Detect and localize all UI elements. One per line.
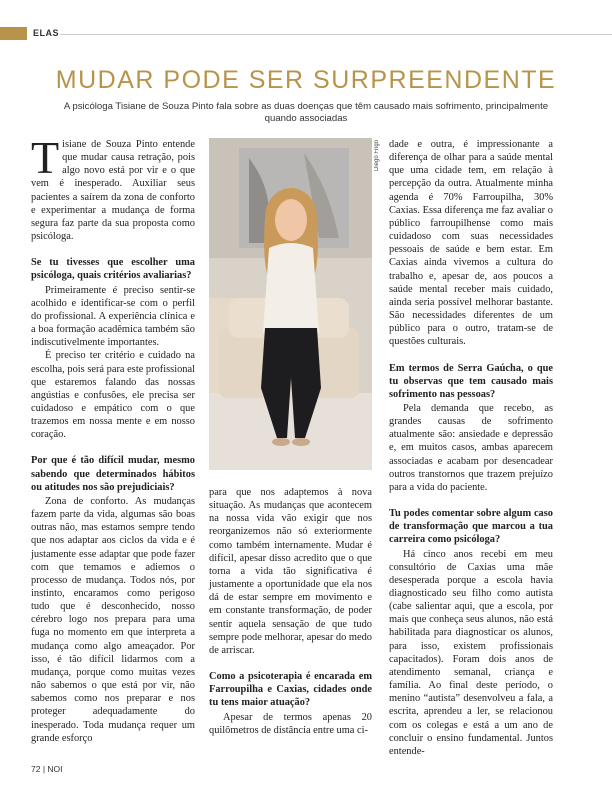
question-5: Tu podes comentar sobre algum caso de transformação que marcou a tua carreira como psicóloga? xyxy=(389,508,553,546)
page-folio: 72 | NOI xyxy=(31,764,63,774)
column-1 xyxy=(31,132,195,745)
headline: MUDAR PODE SER SURPREENDENTE xyxy=(55,66,557,94)
answer-1a: Primeiramente é preciso sentir-se acolhido e identificar-se com o perfil do profissional. A experiência clínica e a boa formação acadêmica também são indiscutivelmente importantes. xyxy=(31,284,195,349)
question-3: Como a psicoterapia é encarada em Farroupilha e Caxias, cidades onde tu tens maior atuação? xyxy=(209,671,372,709)
portrait-illustration xyxy=(209,138,372,470)
answer-1b: É preciso ter critério e cuidado na escolha, pois será para este profissional que estaremos falando das nossas angústias e confusões, ele precisa ser cuidadoso e empático com o que trazemos em nossa mente e em nosso coração. xyxy=(31,350,195,441)
answer-2-continued: para que nos adaptemos à nova situação. As mudanças que acontecem na nossa vida vão exigir que nos reorganizemos não só exteriormente como também internamente. Mudar é difícil, apesar disso acredito que o que torna a vida tão significativa é justamente a oportunidade que ela nos dá de estar sempre em movimento e em constante transformação, de poder sentir aquela sensação de que tudo sempre pode melhorar, apesar do medo de arriscar. xyxy=(209,487,372,656)
intro-text: isiane de Souza Pinto entende que mudar causa retração, pois algo novo está por vir e o que vem é inesperado. Auxiliar seus pacientes a saírem da zona de conforto e experimentar a mudança de forma segura faz parte da sua proposta como psicóloga. xyxy=(31,139,195,243)
portrait-photo xyxy=(209,138,372,470)
photo-credit: Diego Frigo xyxy=(374,140,380,172)
column-3 xyxy=(389,138,553,758)
subheadline: A psicóloga Tisiane de Souza Pinto fala sobre as duas doenças que têm causado mais sofrimento, principalmente quando associadas xyxy=(63,101,549,124)
section-rule xyxy=(60,34,612,35)
intro-paragraph xyxy=(31,132,195,243)
answer-2: Zona de conforto. As mudanças fazem parte da vida, algumas são boas outras não, mas estamos sempre tendo que nos adaptar aos ciclos da vida e é justamente esse adaptar que pode fazer com que temamos e adiemos o processo de mudança. Todos nós, por instinto, encaramos como perigoso tudo que é desconhecido, nosso cérebro logo nos prepara para uma fuga no momento em que interpreta a mudança como algo ameaçador. Por isso, é tão difícil lidarmos com a mudança, porque como muitas vezes não sabemos o que está por vir, não sabemos como nos preparar e nos proteger adequadamente do inesperado. Toda mudança requer um grande esforço xyxy=(31,495,195,744)
drop-cap: T xyxy=(31,132,60,183)
answer-3: Apesar de termos apenas 20 quilômetros de distância entre uma ci- xyxy=(209,711,372,736)
section-label: ELAS xyxy=(33,28,60,38)
answer-3-continued: dade e outra, é impressionante a diferença de olhar para a saúde mental que uma cidade tem, em relação à percepção da outra. Atualmente minha agenda é 70% Farroupilha, 30% Caxias. Essa diferença me faz avaliar o público farroupilhense como mais cuidadoso com suas necessidades pessoais de saúde e bem estar. Em Caxias ainda vivemos a cultura do trabalho e, apesar de, aos poucos a saúde mental receber mais cuidado, ainda seria possível melhorar bastante. São necessidades diferentes de um público para o outro, tratam-se de questões culturais. xyxy=(389,139,553,348)
answer-5: Há cinco anos recebi em meu consultório de Caxias uma mãe desesperada porque a escola havia diagnosticado seu filho como autista (cabe salientar aqui, que a escola, por mais que conheça seus alunos, não está habilitada para diagnosticar os alunos, para isso, existem profissionais capacitados). Foram dois anos de atendimento semanal, criança e família. Ao final deste período, o menino “autista” desenvolveu a fala, a escrita, aprendeu a ler, se relacionou com os colegas e está a um ano de concluir o ensino fundamental. Juntos entende- xyxy=(389,548,553,757)
question-1: Se tu tivesses que escolher uma psicóloga, quais critérios avaliarias? xyxy=(31,257,195,282)
section-color-tab xyxy=(0,27,27,40)
column-2 xyxy=(209,486,372,737)
question-4: Em termos de Serra Gaúcha, o que tu observas que tem causado mais sofrimento nas pessoas? xyxy=(389,362,553,400)
answer-4: Pela demanda que recebo, as grandes causas de sofrimento atualmente são: ansiedade e depressão e, em muitos casos, ambas aparecem associadas e acabam por desencadear outros transtornos que trazem prejuízo para a vida do paciente. xyxy=(389,402,553,493)
question-2: Por que é tão difícil mudar, mesmo sabendo que determinados hábitos ou atitudes nos são prejudiciais? xyxy=(31,455,195,493)
